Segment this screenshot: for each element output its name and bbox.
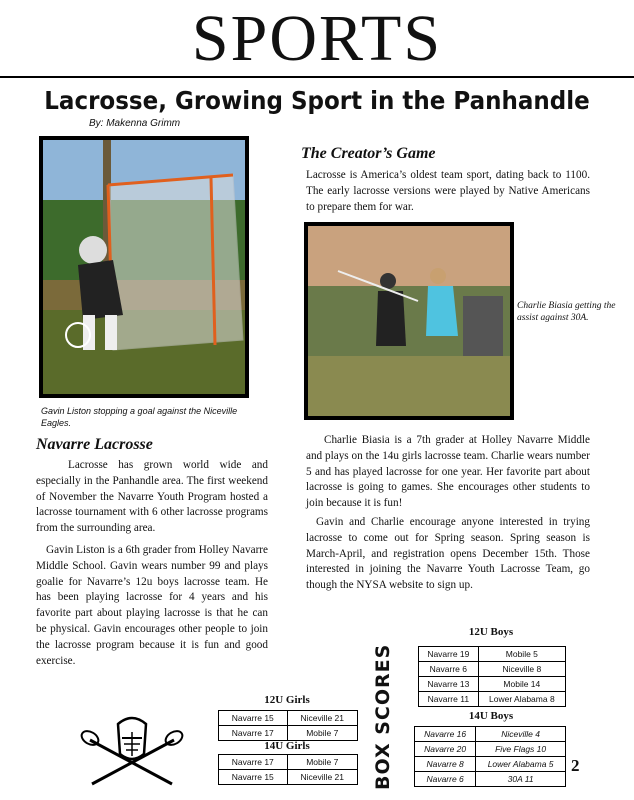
home-score-cell: Navarre 16	[415, 727, 476, 742]
home-score-cell: Navarre 17	[219, 726, 288, 741]
photo-goalie	[39, 136, 249, 398]
table-row	[219, 770, 358, 785]
away-score-cell: Lower Alabama 8	[478, 692, 565, 707]
away-score-cell: Niceville 8	[478, 662, 565, 677]
table-row	[419, 677, 566, 692]
table-row	[219, 755, 358, 770]
away-score-cell: Niceville 21	[287, 770, 357, 785]
table-14u-boys	[414, 726, 566, 787]
home-score-cell: Navarre 20	[415, 742, 476, 757]
page-number: 2	[571, 756, 580, 775]
table-row	[415, 742, 566, 757]
table-title-12u-boys: 12U Boys	[468, 626, 514, 638]
table-title-14u-girls: 14U Girls	[264, 740, 310, 752]
table-12u-boys	[418, 646, 566, 707]
charlie-column	[306, 433, 590, 594]
navarre-column	[36, 458, 268, 669]
table-row	[415, 727, 566, 742]
navarre-paragraph-2: Gavin Liston is a 6th grader from Holley Navarre Middle School. Gavin wears number 99 and plays goalie for Navarre’s 12u boys lacrosse team. He has been playing lacrosse for 4 years and his favorite part about playing lacrosse is that he can be physical. Gavin encourages other people to join the lacrosse program because it is fun and good exercise.	[36, 543, 268, 667]
away-score-cell: Mobile 5	[478, 647, 565, 662]
home-score-cell: Navarre 6	[415, 772, 476, 787]
home-score-cell: Navarre 17	[219, 755, 288, 770]
home-score-cell: Navarre 11	[419, 692, 479, 707]
masthead-rule	[0, 76, 634, 78]
away-score-cell: Niceville 21	[287, 711, 357, 726]
home-score-cell: Navarre 15	[219, 770, 288, 785]
navarre-paragraph-1: Lacrosse has grown world wide and especially in the Panhandle area. The first weekend of November the Navarre Youth Program hosted a lacrosse tournament with 6 other lacrosse programs from the surrounding area.	[36, 459, 268, 535]
home-score-cell: Navarre 8	[415, 757, 476, 772]
table-title-12u-girls: 12U Girls	[264, 694, 310, 706]
section-heading-navarre: Navarre Lacrosse	[36, 436, 153, 453]
masthead: SPORTS	[191, 2, 443, 75]
table-row	[419, 647, 566, 662]
table-row	[219, 726, 358, 741]
home-score-cell: Navarre 6	[419, 662, 479, 677]
creator-text: Lacrosse is America’s oldest team sport, dating back to 1100. The early lacrosse versions were played by Native Americans to prepare them for war.	[306, 169, 590, 213]
byline: By: Makenna Grimm	[89, 118, 181, 129]
table-row	[219, 711, 358, 726]
photo-attacker-caption: Charlie Biasia getting the assist against 30A.	[517, 301, 616, 323]
lacrosse-sticks-icon	[80, 712, 184, 786]
table-title-14u-boys: 14U Boys	[468, 710, 514, 722]
away-score-cell: Mobile 7	[287, 755, 357, 770]
away-score-cell: Five Flags 10	[476, 742, 566, 757]
photo-goalie-caption: Gavin Liston stopping a goal against the Niceville Eagles.	[41, 406, 238, 428]
headline: Lacrosse, Growing Sport in the Panhandle	[44, 86, 590, 115]
home-score-cell: Navarre 19	[419, 647, 479, 662]
table-12u-girls	[218, 710, 358, 741]
home-score-cell: Navarre 13	[419, 677, 479, 692]
charlie-paragraph-1: Charlie Biasia is a 7th grader at Holley Navarre Middle and plays on the 14u girls lacrosse team. Charlie wears number 5 and has played lacrosse for one year. Her favorite part about lacrosse is going to games. She encourages other students to join because it is fun!	[306, 434, 590, 510]
table-14u-girls	[218, 754, 358, 785]
box-scores-label: BOX SCORES	[372, 643, 394, 790]
home-score-cell: Navarre 15	[219, 711, 288, 726]
table-row	[419, 692, 566, 707]
photo-attacker	[304, 222, 514, 420]
away-score-cell: 30A 11	[476, 772, 566, 787]
section-heading-creator: The Creator’s Game	[301, 145, 436, 162]
charlie-paragraph-2: Gavin and Charlie encourage anyone interested in trying lacrosse to come out for Spring season. Spring season is March-April, and registration opens December 15th. Those interested in joining the Navarre Youth Lacrosse Team, go though the NYSA website to sign up.	[306, 515, 590, 592]
away-score-cell: Mobile 7	[287, 726, 357, 741]
table-row	[415, 757, 566, 772]
away-score-cell: Mobile 14	[478, 677, 565, 692]
away-score-cell: Lower Alabama 5	[476, 757, 566, 772]
table-row	[415, 772, 566, 787]
away-score-cell: Niceville 4	[476, 727, 566, 742]
table-row	[419, 662, 566, 677]
